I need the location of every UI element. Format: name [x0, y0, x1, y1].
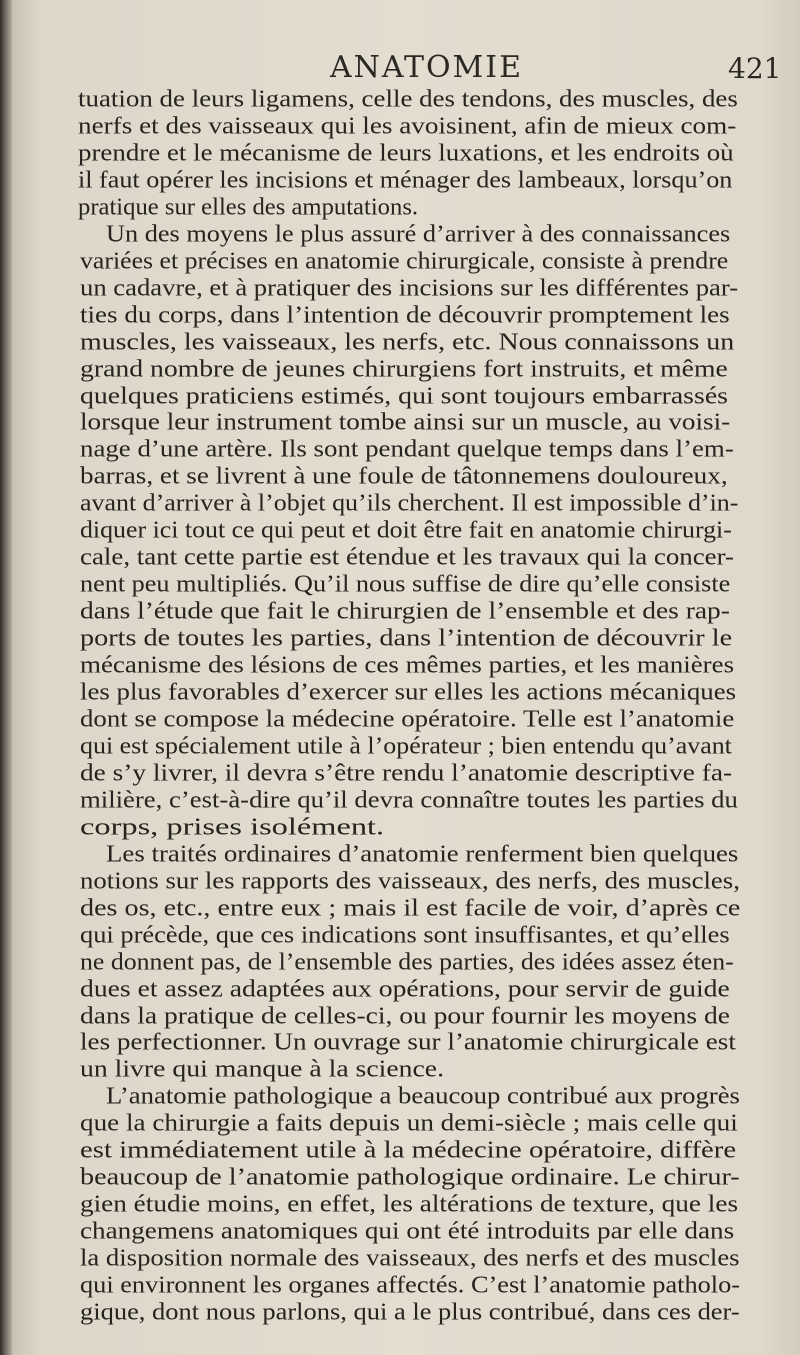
text-line: beaucoup de l’anatomie pathologique ordinaire. Le chirur- [80, 1164, 740, 1191]
text-line: tuation de leurs ligamens, celle des tendons, des muscles, des [78, 86, 738, 113]
text-line: les plus favorables d’exercer sur elles les actions mécaniques [80, 679, 737, 706]
page-number: 421 [728, 52, 782, 85]
text-line: des os, etc., entre eux ; mais il est facile de voir, d’après ce [80, 895, 741, 922]
text-line: est immédiatement utile à la médecine opératoire, diffère [80, 1137, 737, 1164]
text-line: grand nombre de jeunes chirurgiens fort instruits, et même [80, 356, 728, 383]
text-line: changemens anatomiques qui ont été introduits par elle dans [80, 1218, 735, 1245]
text-line: un livre qui manque à la science. [80, 1056, 445, 1083]
page-binding-edge [0, 0, 12, 1355]
text-line: avant d’arriver à l’objet qu’ils cherchent. Il est impossible d’in- [80, 490, 739, 517]
text-line: muscles, les vaisseaux, les nerfs, etc. Nous connaissons un [80, 329, 735, 356]
text-line: prendre et le mécanisme de leurs luxations, et les endroits où [78, 140, 734, 167]
text-line: il faut opérer les incisions et ménager des lambeaux, lorsqu’on [78, 167, 733, 194]
text-line: notions sur les rapports des vaisseaux, des nerfs, des muscles, [80, 868, 740, 895]
text-line: dans l’étude que fait le chirurgien de l’ensemble et des rap- [80, 598, 730, 625]
text-line: nerfs et des vaisseaux qui les avoisinent, afin de mieux com- [78, 113, 737, 140]
text-line: ne donnent pas, de l’ensemble des parties, des idées assez éten- [80, 949, 734, 976]
text-line: qui environnent les organes affectés. C’est l’anatomie patholo- [80, 1272, 741, 1299]
text-line: cale, tant cette partie est étendue et les travaux qui la concer- [80, 544, 735, 571]
text-line: la disposition normale des vaisseaux, des nerfs et des muscles [80, 1245, 740, 1272]
running-title: ANATOMIE [330, 50, 524, 85]
text-line: ties du corps, dans l’intention de découvrir promptement les [80, 302, 730, 329]
text-line: nent peu multipliés. Qu’il nous suffise de dire qu’elle consiste [80, 571, 731, 598]
text-line: lorsque leur instrument tombe ainsi sur un muscle, au voisi- [80, 409, 731, 436]
text-line: diquer ici tout ce qui peut et doit être fait en anatomie chirurgi- [80, 517, 732, 544]
text-line: dues et assez adaptées aux opérations, pour servir de guide [80, 976, 730, 1003]
text-line: corps, prises isolément. [80, 814, 385, 841]
text-line: Les traités ordinaires d’anatomie renferment bien quelques [106, 841, 739, 868]
text-line: L’anatomie pathologique a beaucoup contribué aux progrès [106, 1083, 740, 1110]
text-line: quelques praticiens estimés, qui sont toujours embarrassés [80, 383, 729, 410]
running-head [0, 50, 800, 90]
text-line: ports de toutes les parties, dans l’intention de découvrir le [80, 625, 733, 652]
text-line: mécanisme des lésions de ces mêmes parties, et les manières [80, 652, 735, 679]
text-line: de s’y livrer, il devra s’être rendu l’anatomie descriptive fa- [80, 760, 733, 787]
text-line: barras, et se livrent à une foule de tâtonnemens douloureux, [80, 463, 728, 490]
text-line: dans la pratique de celles-ci, ou pour fournir les moyens de [80, 1003, 730, 1030]
text-line: dont se compose la médecine opératoire. Telle est l’anatomie [80, 706, 735, 733]
text-line: Un des moyens le plus assuré d’arriver à des connaissances [106, 221, 731, 248]
text-line: qui est spécialement utile à l’opérateur ; bien entendu qu’avant [80, 733, 732, 760]
text-line: gien étudie moins, en effet, les altérations de texture, que les [80, 1191, 739, 1218]
text-line: milière, c’est-à-dire qu’il devra connaître toutes les parties du [80, 787, 738, 814]
text-line: nage d’une artère. Ils sont pendant quelque temps dans l’em- [80, 436, 734, 463]
text-line: qui précède, que ces indications sont insuffisantes, et qu’elles [80, 922, 730, 949]
text-line: variées et précises en anatomie chirurgicale, consiste à prendre [80, 248, 729, 275]
text-line: un cadavre, et à pratiquer des incisions sur les différentes par- [80, 275, 739, 302]
text-line: gique, dont nous parlons, qui a le plus contribué, dans ces der- [80, 1299, 740, 1326]
text-line: que la chirurgie a faits depuis un demi-siècle ; mais celle qui [80, 1110, 738, 1137]
text-line: pratique sur elles des amputations. [78, 194, 419, 221]
text-line: les perfectionner. Un ouvrage sur l’anatomie chirurgicale est [80, 1029, 736, 1056]
